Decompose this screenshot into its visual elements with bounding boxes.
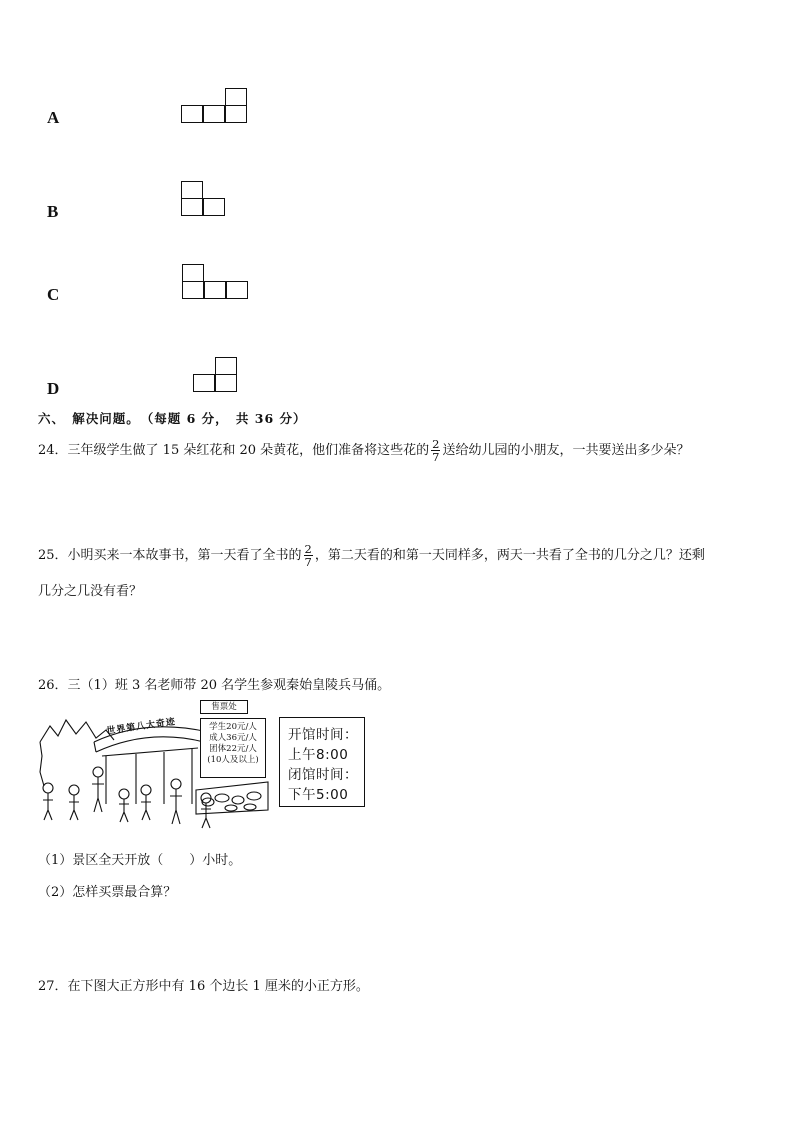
ticket-booth-heading: 售票处 (200, 700, 248, 714)
figure-cell (181, 198, 203, 216)
figure-cell (182, 264, 204, 282)
question-27: 27．在下图大正方形中有 16 个边长 1 厘米的小正方形。 (38, 979, 369, 994)
opening-hours-board (279, 717, 365, 807)
q24-text-after: 送给幼儿园的小朋友，一共要送出多少朵？ (442, 443, 690, 458)
arch-sign: 世界第八大奇迹 (105, 717, 177, 737)
figure-cell (215, 374, 237, 392)
q25-fraction (304, 543, 313, 568)
fraction-numerator: 2 (432, 437, 440, 451)
fraction-numerator: 2 (304, 542, 312, 556)
fraction-denominator: 7 (432, 450, 440, 464)
q25-line-2: 几分之几没有看？ (38, 584, 143, 599)
q26-sub-question-2: （2）怎样买票最合算？ (38, 885, 177, 900)
price-group-note: (10人及以上) (207, 755, 259, 765)
figure-cell (193, 374, 215, 392)
figure-cell (225, 88, 247, 106)
question-26: 26．三（1）班 3 名老师带 20 名学生参观秦始皇陵兵马俑。 (38, 678, 391, 693)
option-c-label: C (47, 285, 60, 304)
option-a-label: A (47, 108, 60, 127)
option-d-label: D (47, 379, 60, 398)
figure-cell (181, 105, 203, 123)
open-time-value: 上午8:00 (288, 747, 349, 763)
ticket-price-board (200, 718, 266, 778)
option-b-label: B (47, 202, 59, 221)
figure-cell (204, 281, 226, 299)
figure-cell (225, 105, 247, 123)
price-student: 学生20元/人 (209, 722, 257, 732)
open-time-label: 开馆时间： (288, 727, 358, 743)
figure-cell (203, 105, 225, 123)
q24-fraction (431, 438, 440, 463)
figure-cell (226, 281, 248, 299)
figure-cell (181, 181, 203, 199)
q25-text-before: 25．小明买来一本故事书，第一天看了全书的 (38, 548, 302, 563)
q24-text-before: 24．三年级学生做了 15 朵红花和 20 朵黄花，他们准备将这些花的 (38, 443, 430, 458)
figure-cell (182, 281, 204, 299)
q26-sub-question-1: （1）景区全天开放（ ）小时。 (38, 853, 242, 868)
price-group: 团体22元/人 (209, 744, 257, 754)
q25-text-after: ，第二天看的和第一天同样多，两天一共看了全书的几分之几？还剩 (314, 548, 705, 563)
price-adult: 成人36元/人 (209, 733, 257, 743)
question-25 (38, 543, 705, 568)
question-24 (38, 438, 690, 463)
figure-cell (203, 198, 225, 216)
fraction-denominator: 7 (304, 555, 312, 569)
close-time-value: 下午5:00 (288, 787, 349, 803)
section-title: 六、 解决问题。 （每题 6 分， 共 36 分） (38, 411, 307, 426)
close-time-label: 闭馆时间： (288, 767, 358, 783)
figure-cell (215, 357, 237, 375)
